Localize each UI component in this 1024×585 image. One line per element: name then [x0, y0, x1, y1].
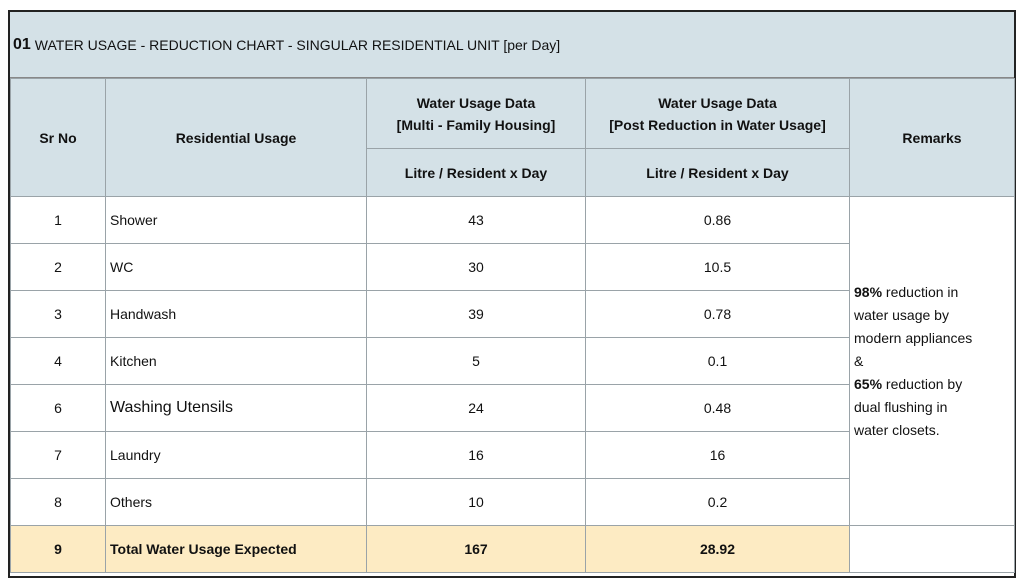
cell-sr: 3	[11, 291, 106, 338]
cell-before: 5	[367, 338, 586, 385]
cell-sr: 1	[11, 197, 106, 244]
remarks-line-5: dual flushing in	[854, 398, 948, 415]
cell-before: 24	[367, 385, 586, 432]
remarks-pct-appliances: 98%	[854, 283, 883, 300]
water-usage-table-frame	[8, 10, 1016, 578]
cell-before: 43	[367, 197, 586, 244]
table-row	[11, 197, 1015, 244]
total-before: 167	[367, 526, 586, 573]
cell-sr: 7	[11, 432, 106, 479]
total-row	[11, 526, 1015, 573]
total-after: 28.92	[586, 526, 850, 573]
header-residential-usage: Residential Usage	[106, 79, 367, 197]
remarks-line-2: water usage by	[854, 306, 949, 323]
cell-usage: Kitchen	[106, 338, 367, 385]
header-data1-line2: [Multi - Family Housing]	[396, 116, 556, 133]
cell-before: 39	[367, 291, 586, 338]
table-title	[10, 12, 1014, 78]
remarks-text-2: reduction by	[882, 375, 963, 392]
cell-sr: 8	[11, 479, 106, 526]
cell-before: 30	[367, 244, 586, 291]
cell-after: 0.48	[586, 385, 850, 432]
cell-after: 0.1	[586, 338, 850, 385]
header-data1-line1: Water Usage Data	[416, 94, 536, 111]
table-number: 01	[13, 35, 31, 53]
table-title-text: WATER USAGE - REDUCTION CHART - SINGULAR RESIDENTIAL UNIT [per Day]	[34, 36, 561, 53]
cell-after: 0.78	[586, 291, 850, 338]
cell-after: 0.86	[586, 197, 850, 244]
header-unit-after: Litre / Resident x Day	[586, 149, 850, 197]
header-remarks: Remarks	[850, 79, 1015, 197]
cell-usage: Laundry	[106, 432, 367, 479]
cell-after: 0.2	[586, 479, 850, 526]
remarks-text-1: reduction in	[882, 283, 959, 300]
cell-after: 10.5	[586, 244, 850, 291]
cell-usage: Shower	[106, 197, 367, 244]
total-usage: Total Water Usage Expected	[106, 526, 367, 573]
total-sr: 9	[11, 526, 106, 573]
remarks-pct-flushing: 65%	[854, 375, 883, 392]
remarks-cell	[850, 197, 1015, 526]
cell-usage: Others	[106, 479, 367, 526]
cell-sr: 4	[11, 338, 106, 385]
cell-before: 10	[367, 479, 586, 526]
header-data2-line1: Water Usage Data	[658, 94, 777, 111]
header-unit-before: Litre / Resident x Day	[367, 149, 586, 197]
remarks-ampersand: &	[854, 352, 864, 369]
total-remarks-empty	[850, 526, 1015, 573]
cell-usage: Handwash	[106, 291, 367, 338]
cell-after: 16	[586, 432, 850, 479]
cell-before: 16	[367, 432, 586, 479]
remarks-line-3: modern appliances	[854, 329, 973, 346]
header-water-usage-post-reduction	[586, 79, 850, 149]
water-usage-table	[10, 78, 1015, 573]
header-data2-line2: [Post Reduction in Water Usage]	[609, 116, 826, 133]
cell-usage: Washing Utensils	[106, 385, 367, 432]
header-sr-no: Sr No	[11, 79, 106, 197]
cell-usage: WC	[106, 244, 367, 291]
cell-sr: 2	[11, 244, 106, 291]
cell-sr: 6	[11, 385, 106, 432]
header-water-usage-multi-family	[367, 79, 586, 149]
remarks-line-6: water closets.	[854, 421, 940, 438]
